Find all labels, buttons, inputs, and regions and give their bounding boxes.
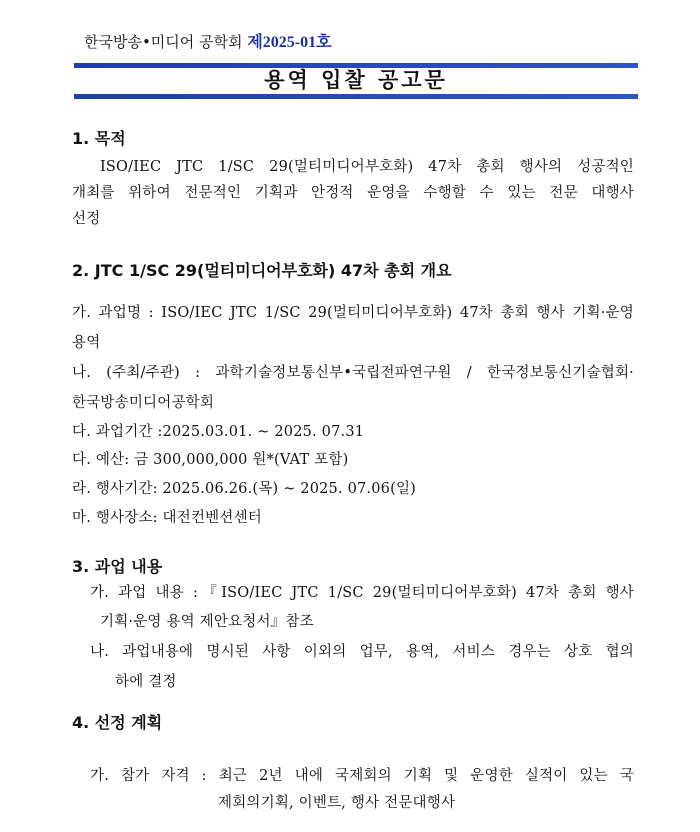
title-rule-bottom	[74, 94, 638, 99]
paragraph-line: ISO/IEC JTC 1/SC 29(멀티미디어부호화) 47차 총회 행사의 성공적인	[100, 159, 634, 175]
list-item: 라. 행사기간: 2025.06.26.(목) ~ 2025. 07.06(일)	[72, 481, 417, 497]
list-item: 기획·운영 용역 제안요청서』참조	[100, 614, 314, 630]
paragraph-line: 선정	[72, 211, 101, 227]
document-number: 제2025-01호	[247, 34, 332, 51]
section-heading: 1. 목적	[72, 129, 126, 148]
paragraph-line: 개최를 위하여 전문적인 기획과 안정적 운영을 수행할 수 있는 전문 대행사	[72, 185, 634, 201]
list-item: 가. 과업 내용 :『ISO/IEC JTC 1/SC 29(멀티미디어부호화) 47차 총회 행사	[90, 585, 634, 601]
list-item: 한국방송미디어공학회	[72, 395, 215, 411]
document-header	[84, 29, 332, 52]
list-item: 제회의기획, 이벤트, 행사 전문대행사	[218, 795, 456, 811]
section-heading: 2. JTC 1/SC 29(멀티미디어부호화) 47차 총회 개요	[72, 261, 452, 280]
list-item: 가. 참가 자격 : 최근 2년 내에 국제회의 기획 및 운영한 실적이 있는 국	[90, 768, 634, 784]
list-item: 다. 과업기간 :2025.03.01. ~ 2025. 07.31	[72, 424, 365, 440]
list-item: 하에 결정	[115, 674, 177, 690]
list-item: 가. 과업명 : ISO/IEC JTC 1/SC 29(멀티미디어부호화) 47차 총회 행사 기획·운영	[72, 305, 634, 321]
list-item: 마. 행사장소: 대전컨벤션센터	[72, 510, 262, 526]
list-item: 나. 과업내용에 명시된 사항 이외의 업무, 용역, 서비스 경우는 상호 협의	[90, 644, 634, 660]
section-heading: 3. 과업 내용	[72, 557, 163, 576]
org-name: 한국방송•미디어 공학회	[84, 33, 243, 51]
list-item: 나. (주최/주관) : 과학기술정보통신부•국립전파연구원 / 한국정보통신기술협회·	[72, 365, 634, 381]
document-title: 용역 입찰 공고문	[264, 68, 448, 92]
section-heading: 4. 선정 계획	[72, 713, 163, 732]
list-item: 용역	[72, 335, 101, 351]
list-item: 다. 예산: 금 300,000,000 원*(VAT 포함)	[72, 452, 349, 468]
